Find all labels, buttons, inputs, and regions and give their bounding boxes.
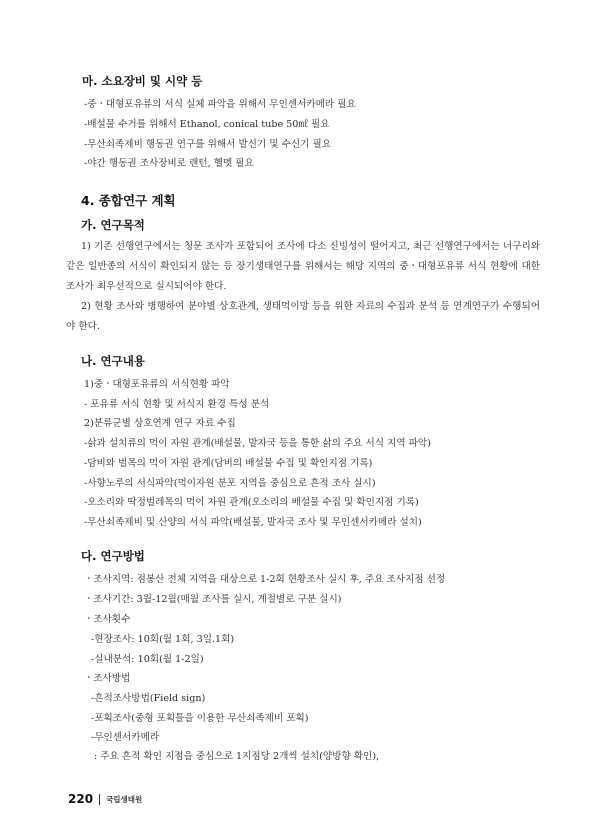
method-item-8: -포획조사(중형 포획틀을 이용한 무산쇠족제비 포획) <box>91 713 309 724</box>
content-item-8: -무산쇠족제비 및 산양의 서식 파악(배설물, 발자국 조사 및 무인센서카메라 설치) <box>84 517 422 528</box>
content-item-5: -담비와 벌목의 먹이 자원 관계(담비의 배설물 수집 및 확인지점 기록) <box>84 458 373 469</box>
section-heading-content: 나. 연구내용 <box>81 354 145 368</box>
method-item-10: : 주요 흔적 확인 지점을 중심으로 1지점당 2개씩 설치(양방향 확인), <box>94 751 380 762</box>
method-item-9: -무인센서카메라 <box>91 732 160 743</box>
content-item-6: -사향노루의 서식파악(먹이자원 분포 지역을 중심으로 흔적 조사 실시) <box>84 478 376 489</box>
method-item-6: ㆍ조사방법 <box>84 673 131 684</box>
purpose-paragraph-2: 2) 현황 조사와 병행하여 분야별 상호관계, 생태먹이망 등을 위한 자료의 수집과 분석 등 연계연구가 수행되어야 한다. <box>66 301 540 332</box>
section-heading-purpose: 가. 연구목적 <box>81 218 145 232</box>
content-item-2: - 포유류 서식 현황 및 서식지 환경 특성 분석 <box>84 399 270 410</box>
content-item-3: 2)분류군별 상호연계 연구 자료 수집 <box>84 418 236 429</box>
equipment-item-2: -배설물 수거를 위해서 Ethanol, conical tube 50㎖ 필요 <box>84 119 330 130</box>
page-footer <box>68 792 142 806</box>
method-item-4: -현장조사: 10회(월 1회, 3일.1회) <box>91 634 235 645</box>
equipment-item-4: -야간 행동권 조사장비로 랜턴, 헬멧 필요 <box>84 158 254 169</box>
organization-name: 국립생태원 <box>106 794 143 804</box>
method-item-3: ㆍ조사횟수 <box>84 614 131 625</box>
content-item-4: -삵과 설치류의 먹이 자원 관계(배설물, 발자국 등을 통한 삵의 주요 서식 지역 파악) <box>84 438 431 449</box>
method-item-2: ㆍ조사기간: 3월-12월(매월 조사를 실시, 계절별로 구분 실시) <box>84 594 342 605</box>
content-item-7: -오소리와 딱정벌레목의 먹이 자원 관계(오소리의 배설물 수집 및 확인지점 기록) <box>84 497 419 508</box>
page-number: 220 <box>68 792 94 806</box>
section-heading-method: 다. 연구방법 <box>81 549 145 563</box>
equipment-item-3: -무산쇠족제비 행동권 연구를 위해서 발신기 및 수신기 필요 <box>84 139 332 150</box>
method-item-5: -실내분석: 10회(월 1-2일) <box>91 654 204 665</box>
footer-divider <box>99 794 100 805</box>
content-item-1: 1)중ㆍ대형포유류의 서식현황 파악 <box>84 379 230 390</box>
equipment-item-1: -중ㆍ대형포유류의 서식 실체 파악을 위해서 무인센서카메라 필요 <box>84 99 356 110</box>
section-heading-equipment: 마. 소요장비 및 시약 등 <box>82 74 203 88</box>
method-item-7: -흔적조사방법(Field sign) <box>91 693 206 704</box>
purpose-paragraph-1: 1) 기존 선행연구에서는 청문 조사가 포함되어 조사에 다소 신빙성이 떨어지고, 최근 선행연구에서는 너구리와 같은 일반종의 서식이 확인되지 않는 등 장기생태연구를 위해서는 해당 지역의 중ㆍ대형포유류 서식 현황에 대한 조사가 최우선적으로 실시되어야 한다. <box>66 241 540 292</box>
method-item-1: ㆍ조사지역: 점봉산 전체 지역을 대상으로 1-2회 현황조사 실시 후, 주요 조사지점 선정 <box>84 574 446 585</box>
chapter-heading-plan: 4. 종합연구 계획 <box>81 193 176 208</box>
